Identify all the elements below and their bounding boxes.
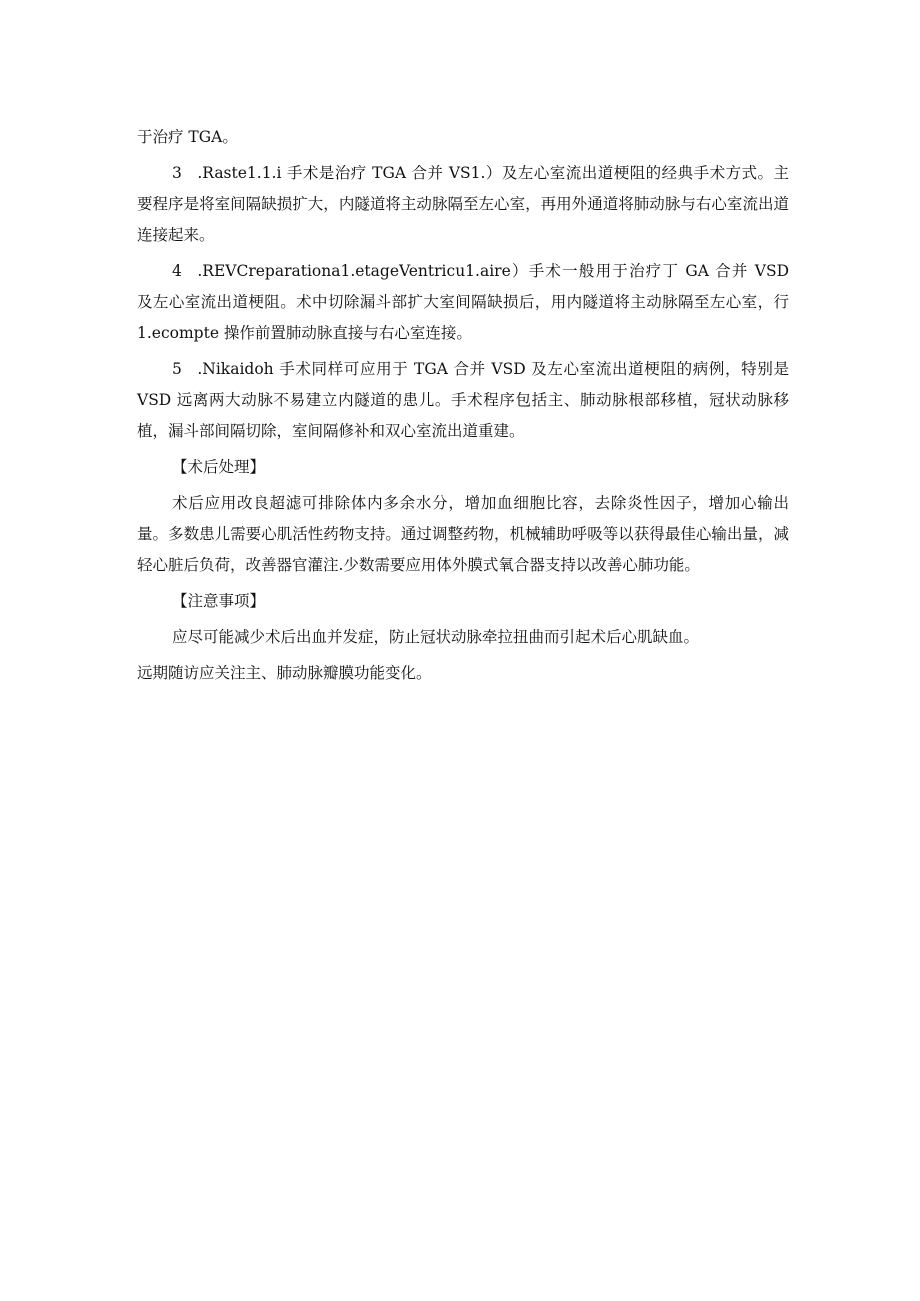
paragraph-notes-1: 应尽可能减少术后出血并发症，防止冠状动脉牵拉扭曲而引起术后心肌缺血。 [172, 628, 700, 646]
paragraph-continued: 于治疗 TGA。 [137, 128, 238, 146]
paragraph-notes-2: 远期随访应关注主、肺动脉瓣膜功能变化。 [137, 664, 432, 682]
paragraph-postop-care: 术后应用改良超滤可排除体内多余水分，增加血细胞比容，去除炎性因子，增加心输出量。多数患儿需要心肌活性药物支持。通过调整药物，机械辅助呼吸等以获得最佳心输出量，减轻心脏后负荷，改善器官灌注.少数需要应用体外膜式氧合器支持以改善心肺功能。 [137, 494, 789, 574]
document-page [137, 122, 789, 694]
paragraph-item-5-nikaidoh: 5 .Nikaidoh 手术同样可应用于 TGA 合并 VSD 及左心室流出道梗阻的病例，特别是 VSD 远离两大动脉不易建立内隧道的患儿。手术程序包括主、肺动脉根部移植，冠状动脉移植，漏斗部间隔切除，室间隔修补和双心室流出道重建。 [137, 360, 789, 440]
paragraph-item-4-rev: 4 .REVCreparationa1.etageVentricu1.aire）手术一般用于治疗丁 GA 合并 VSD 及左心室流出道梗阻。术中切除漏斗部扩大室间隔缺损后，用内隧道将主动脉隔至左心室，行 1.ecompte 操作前置肺动脉直接与右心室连接。 [137, 262, 789, 342]
section-heading-postop: 【术后处理】 [172, 458, 266, 476]
section-heading-notes: 【注意事项】 [172, 592, 266, 610]
paragraph-item-3-rastelli: 3 .Raste1.1.i 手术是治疗 TGA 合并 VS1.）及左心室流出道梗阻的经典手术方式。主要程序是将室间隔缺损扩大，内隧道将主动脉隔至左心室，再用外通道将肺动脉与右心室流出道连接起来。 [137, 164, 789, 244]
